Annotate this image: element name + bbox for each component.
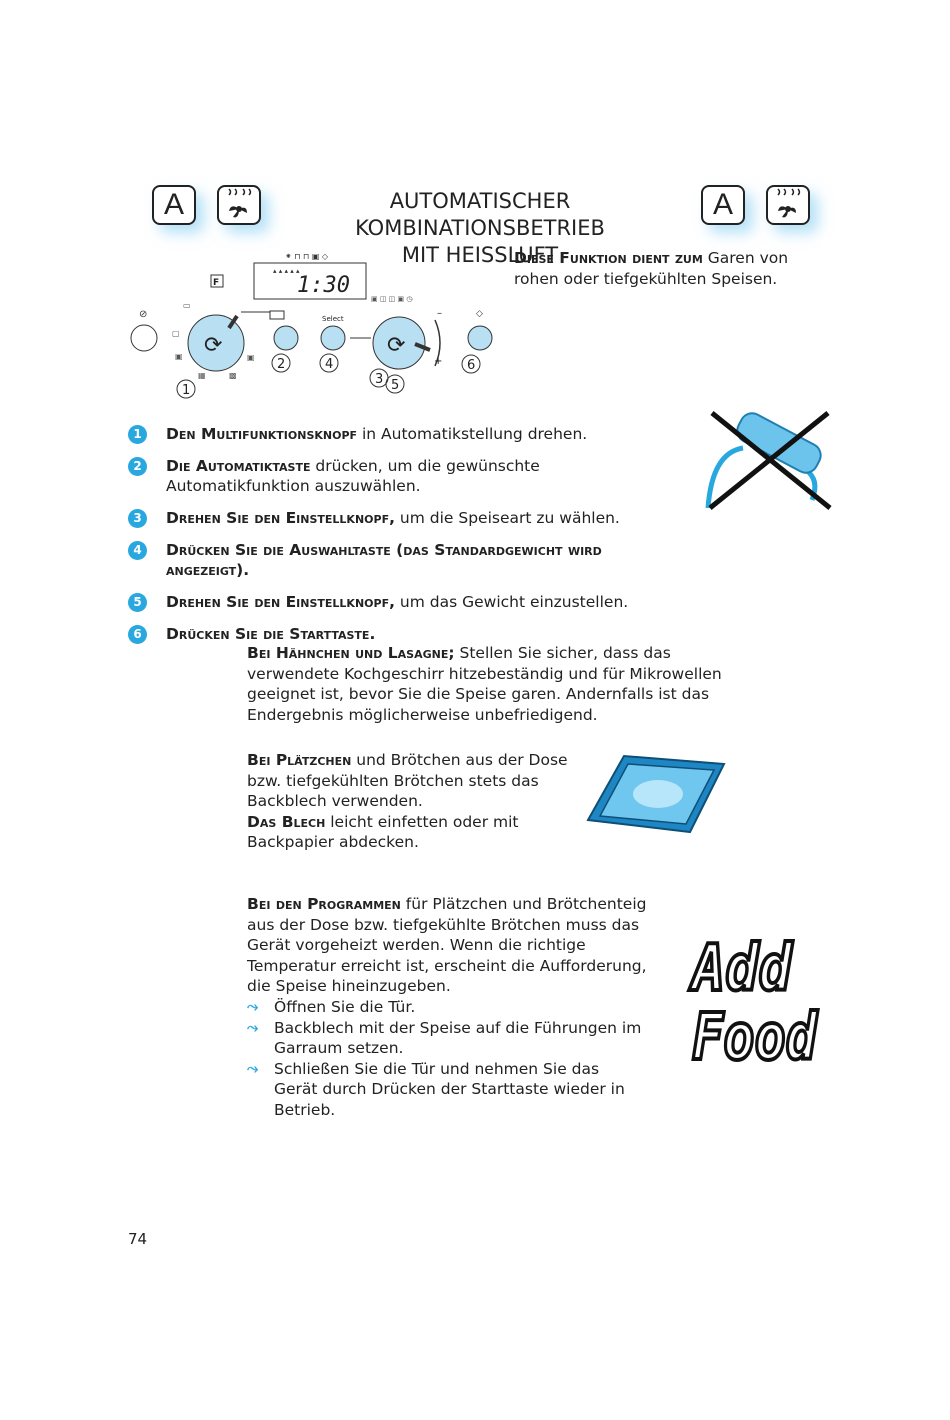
title-line-1: AUTOMATISCHER KOMBINATIONSBETRIEB bbox=[355, 189, 605, 240]
step-item bbox=[128, 540, 668, 580]
adjust-symbols bbox=[371, 295, 413, 303]
step-text: um die Speiseart zu wählen. bbox=[394, 509, 620, 527]
svg-text:⊘: ⊘ bbox=[139, 309, 148, 320]
power-button bbox=[131, 325, 157, 351]
callout-6: 6 bbox=[467, 358, 476, 373]
callout-2: 2 bbox=[277, 357, 286, 372]
fan-microwave-icon bbox=[217, 185, 261, 225]
page-number: 74 bbox=[128, 1230, 148, 1248]
svg-text:⁕ ⊓ ⊓ ▣ ◇: ⁕ ⊓ ⊓ ▣ ◇ bbox=[285, 252, 329, 261]
note-cookies bbox=[247, 750, 587, 853]
step-bold: Drücken Sie die Starttaste. bbox=[166, 625, 376, 643]
select-label: Select bbox=[322, 315, 344, 323]
note-tray-text: leicht einfetten oder mit Backpapier abdecken. bbox=[247, 812, 519, 852]
arrow-icon: ⤳ bbox=[247, 998, 259, 1015]
no-grill-illustration bbox=[700, 408, 835, 513]
display-line-2: Food bbox=[692, 1001, 819, 1075]
step-number: 6 bbox=[128, 625, 147, 644]
svg-text:⟳: ⟳ bbox=[387, 333, 406, 358]
step-bold: Den Multifunktionsknopf bbox=[166, 425, 358, 443]
display-line-1: Add bbox=[688, 932, 794, 1006]
callout-1: 1 bbox=[182, 383, 191, 398]
fan-microwave-icon-right bbox=[766, 185, 810, 225]
bullet-item bbox=[247, 997, 647, 1018]
step-bold: Drehen Sie den Einstellknopf, bbox=[166, 509, 395, 527]
note-programs-text: für Plätzchen und Brötchenteig aus der Dose bzw. tiefgekühlte Brötchen muss das Gerät vorgeheizt werden. Wenn die richtige Temperatur erreicht ist, erscheint die Aufforderung, die Speise hineinzugeben. bbox=[247, 895, 647, 996]
step-number: 1 bbox=[128, 425, 147, 444]
arrow-icon: ⤳ bbox=[247, 1060, 259, 1077]
auto-button bbox=[274, 326, 298, 350]
minus-label: – bbox=[437, 308, 442, 319]
callout-3: 3 bbox=[375, 372, 384, 387]
bullet-text: Öffnen Sie die Tür. bbox=[274, 997, 416, 1016]
svg-text:▢: ▢ bbox=[172, 329, 180, 338]
step-item bbox=[128, 592, 668, 612]
note-cookies-text: und Brötchen aus der Dose bzw. tiefgekühlten Brötchen stets das Backblech verwenden. bbox=[247, 751, 568, 811]
svg-text:▣: ▣ bbox=[247, 353, 255, 362]
step-number: 2 bbox=[128, 457, 147, 476]
svg-text:▣: ▣ bbox=[175, 352, 183, 361]
note-programs-bold: Bei den Programmen bbox=[247, 895, 401, 913]
start-button bbox=[468, 326, 492, 350]
auto-mode-icon bbox=[152, 185, 196, 225]
bullet-item bbox=[247, 1018, 647, 1059]
step-item bbox=[128, 424, 668, 444]
intro-body: Garen von rohen oder tiefgekühlten Speisen. bbox=[514, 249, 789, 288]
note-cookies-bold: Bei Plätzchen bbox=[247, 751, 352, 769]
step-text: drücken, um die gewünschte Automatikfunktion auszuwählen. bbox=[166, 457, 540, 495]
svg-text:▩: ▩ bbox=[229, 371, 237, 380]
baking-tray-illustration bbox=[586, 752, 726, 834]
control-panel-diagram bbox=[125, 248, 495, 403]
intro-lead: Diese Funktion dient zum bbox=[514, 249, 703, 267]
svg-text:▦: ▦ bbox=[198, 371, 206, 380]
f-label: F bbox=[213, 278, 220, 288]
step-bold: Drehen Sie den Einstellknopf, bbox=[166, 593, 395, 611]
display-time: 1:30 bbox=[297, 273, 350, 298]
arrow-icon: ⤳ bbox=[247, 1019, 259, 1036]
step-item bbox=[128, 508, 668, 528]
note-programs bbox=[247, 894, 647, 1121]
step-number: 4 bbox=[128, 541, 147, 560]
auto-mode-icon-right bbox=[701, 185, 745, 225]
step-number: 5 bbox=[128, 593, 147, 612]
step-bold: Drücken Sie die Auswahltaste (das Standardgewicht wird angezeigt). bbox=[166, 541, 602, 579]
select-button bbox=[321, 326, 345, 350]
bullet-item bbox=[247, 1059, 647, 1121]
steps-list bbox=[128, 424, 668, 656]
step-text: in Automatikstellung drehen. bbox=[357, 425, 588, 443]
svg-text:▣ ◫ ◫ ▣ ◷: ▣ ◫ ◫ ▣ ◷ bbox=[371, 295, 413, 303]
plus-label: + bbox=[434, 356, 443, 367]
step-number: 3 bbox=[128, 509, 147, 528]
callout-4: 4 bbox=[325, 357, 334, 372]
display-message bbox=[688, 932, 825, 1075]
svg-text:▭: ▭ bbox=[183, 301, 191, 310]
bullet-text: Backblech mit der Speise auf die Führungen im Garraum setzen. bbox=[274, 1018, 642, 1058]
step-bold: Die Automatiktaste bbox=[166, 457, 311, 475]
step-item bbox=[128, 456, 668, 496]
mode-letter-right: A bbox=[712, 188, 733, 221]
svg-text:⟳: ⟳ bbox=[204, 333, 223, 358]
intro-text bbox=[514, 248, 824, 290]
bullet-text: Schließen Sie die Tür und nehmen Sie das Gerät durch Drücken der Starttaste wieder in Betrieb. bbox=[274, 1059, 625, 1119]
callout-5: 5 bbox=[391, 378, 400, 393]
note-chicken-bold: Bei Hähnchen und Lasagne; bbox=[247, 644, 455, 662]
mode-letter: A bbox=[163, 188, 184, 221]
note-chicken bbox=[247, 643, 727, 725]
note-chicken-text: Stellen Sie sicher, dass das verwendete Kochgeschirr hitzebeständig und für Mikrowellen geeignet ist, bevor Sie die Speise garen. Andernfalls ist das Endergebnis möglicherweise unbefriedigend. bbox=[247, 644, 722, 724]
note-tray-bold: Das Blech bbox=[247, 812, 326, 831]
step-item bbox=[128, 624, 668, 644]
svg-text:▴ ▴ ▴ ▴ ▴: ▴ ▴ ▴ ▴ ▴ bbox=[273, 267, 300, 275]
svg-text:◇: ◇ bbox=[476, 309, 483, 319]
step-text: um das Gewicht einzustellen. bbox=[394, 593, 629, 611]
title-line-2: MIT HEISSLUFT bbox=[401, 243, 559, 267]
